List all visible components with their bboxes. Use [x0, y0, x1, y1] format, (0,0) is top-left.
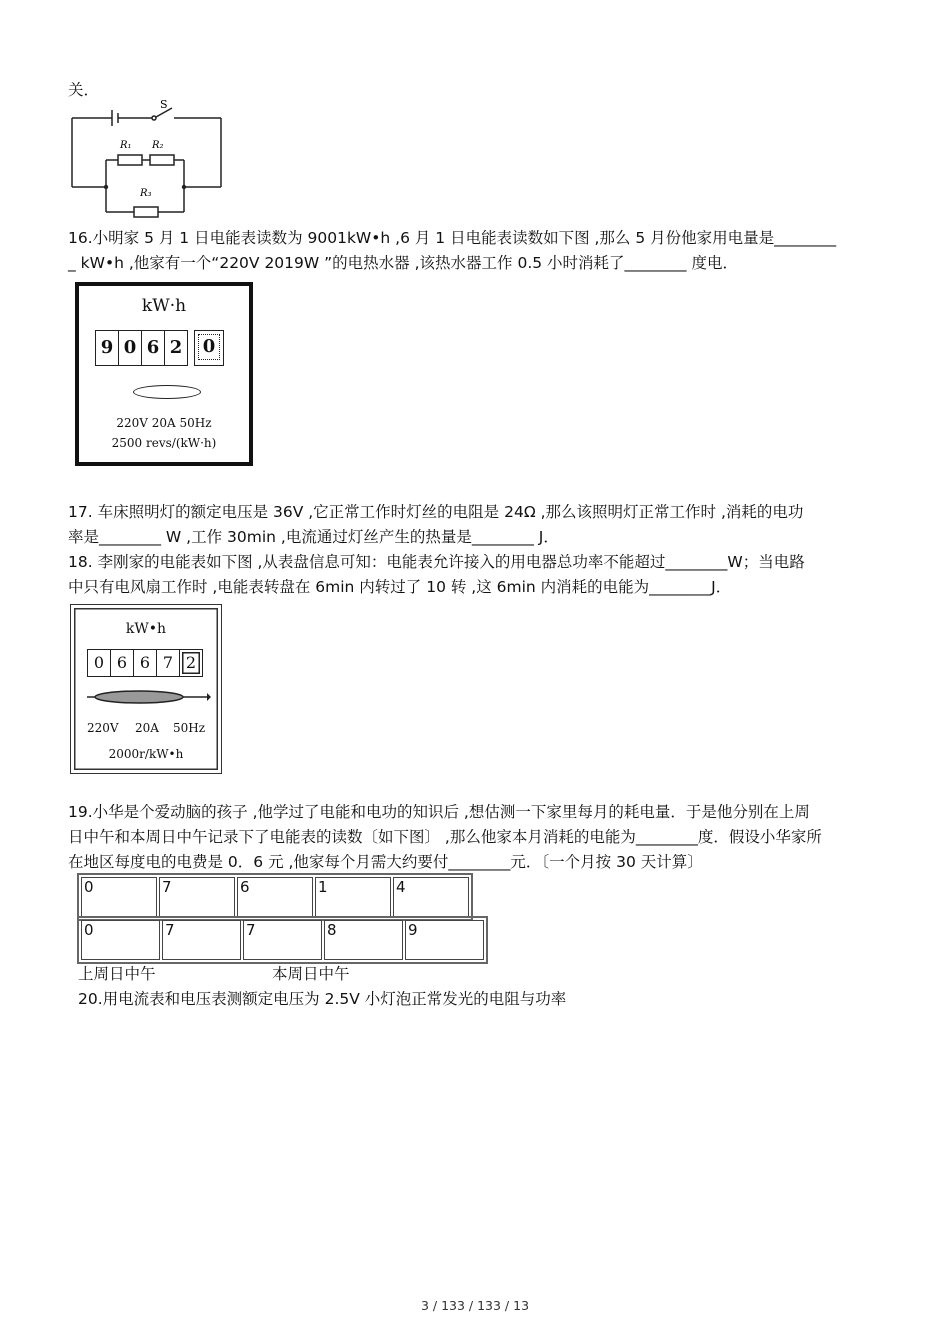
- q19-line-3: 在地区每度电的电费是 0．6 元 ,他家每个月需大约要付________元．〔一个月按 30 天计算〕: [68, 853, 703, 871]
- q19-line-2: 日中午和本周日中午记录下了电能表的读数〔如下图〕 ,那么他家本月消耗的电能为________度．假设小华家所: [68, 828, 822, 846]
- reading-cell: 7: [243, 920, 322, 960]
- electric-meter-2: [70, 604, 222, 774]
- reading-cell: 0: [81, 877, 157, 917]
- meter-1-digit: 2: [165, 330, 188, 366]
- r1-label: R₁: [120, 140, 132, 151]
- resistor-r3: [134, 207, 158, 217]
- meter-reading-this-week: [77, 916, 488, 964]
- q18-line-2: 中只有电风扇工作时 ,电能表转盘在 6min 内转过了 10 转 ,这 6min 内消耗的电能为________J．: [68, 578, 732, 596]
- meter-1-digit: 9: [95, 330, 119, 366]
- meter-reading-last-week: [77, 873, 473, 921]
- reading-cell: 8: [324, 920, 403, 960]
- q19-line-1: 19.小华是个爱动脑的孩子 ,他学过了电能和电功的知识后 ,想估测一下家里每月的耗电量．于是他分别在上周: [68, 803, 810, 821]
- r2-label: R₂: [152, 140, 164, 151]
- meter-2-digits: [87, 649, 203, 677]
- q17-line-2: 率是________ W ,工作 30min ,电流通过灯丝产生的热量是________ J．: [68, 528, 559, 546]
- meter-2-digit: 7: [157, 649, 180, 677]
- meter-1-unit: kW·h: [141, 296, 187, 316]
- reading-cell: 6: [237, 877, 313, 917]
- label-last-sunday: 上周日中午: [78, 965, 156, 983]
- reading-cell: 4: [393, 877, 469, 917]
- label-this-sunday: 本周日中午: [272, 965, 350, 983]
- meter-2-spec-frequency: 50Hz: [173, 721, 206, 735]
- meter-2-digit: 6: [111, 649, 134, 677]
- meter-1-digit: 0: [119, 330, 142, 366]
- meter-2-disc: [83, 687, 211, 707]
- switch-label: S: [160, 100, 168, 111]
- reading-cell: 9: [405, 920, 484, 960]
- meter-1-spec-2: 2500 revs/(kW·h): [111, 436, 217, 450]
- meter-1-digit: 6: [142, 330, 165, 366]
- reading-cell: 0: [81, 920, 160, 960]
- meter-1-disc: [133, 385, 201, 399]
- electric-meter-1: [75, 282, 253, 466]
- meter-1-digit-decimal: [194, 330, 224, 366]
- page-number: 3 / 133 / 133 / 13: [420, 1298, 530, 1313]
- meter-2-digit: 6: [134, 649, 157, 677]
- reading-cell: 7: [162, 920, 241, 960]
- q16-line-1: 16.小明家 5 月 1 日电能表读数为 9001kW•h ,6 月 1 日电能表读数如下图 ,那么 5 月份他家用电量是________: [68, 229, 837, 247]
- meter-1-spec-1: 220V 20A 50Hz: [116, 416, 212, 430]
- circuit-diagram: [68, 100, 228, 218]
- q15-tail-text: 关．: [68, 81, 100, 99]
- meter-2-unit: kW•h: [125, 621, 167, 637]
- resistor-r1: [118, 155, 142, 165]
- meter-2-digit-decimal: 2: [180, 649, 203, 677]
- meter-2-spec-voltage: 220V: [87, 721, 119, 735]
- q17-line-1: 17. 车床照明灯的额定电压是 36V ,它正常工作时灯丝的电阻是 24Ω ,那么该照明灯正常工作时 ,消耗的电功: [68, 503, 804, 521]
- meter-2-digit: 0: [87, 649, 111, 677]
- r3-label: R₃: [140, 188, 152, 199]
- q18-line-1: 18. 李刚家的电能表如下图 ,从表盘信息可知：电能表允许接入的用电器总功率不能超过________W；当电路: [68, 553, 805, 571]
- meter-2-spec-current: 20A: [135, 721, 159, 735]
- meter-2-spec-revs: 2000r/kW•h: [108, 747, 184, 761]
- resistor-r2: [150, 155, 174, 165]
- reading-cell: 7: [159, 877, 235, 917]
- meter-1-decimal-box: 0: [198, 334, 220, 360]
- reading-cell: 1: [315, 877, 391, 917]
- meter-1-digits: [95, 330, 224, 366]
- q20-line-1: 20.用电流表和电压表测额定电压为 2.5V 小灯泡正常发光的电阻与功率: [78, 990, 567, 1008]
- q16-line-2: _ kW•h ,他家有一个“220V 2019W ”的电热水器 ,该热水器工作 0.5 小时消耗了________ 度电．: [68, 254, 738, 272]
